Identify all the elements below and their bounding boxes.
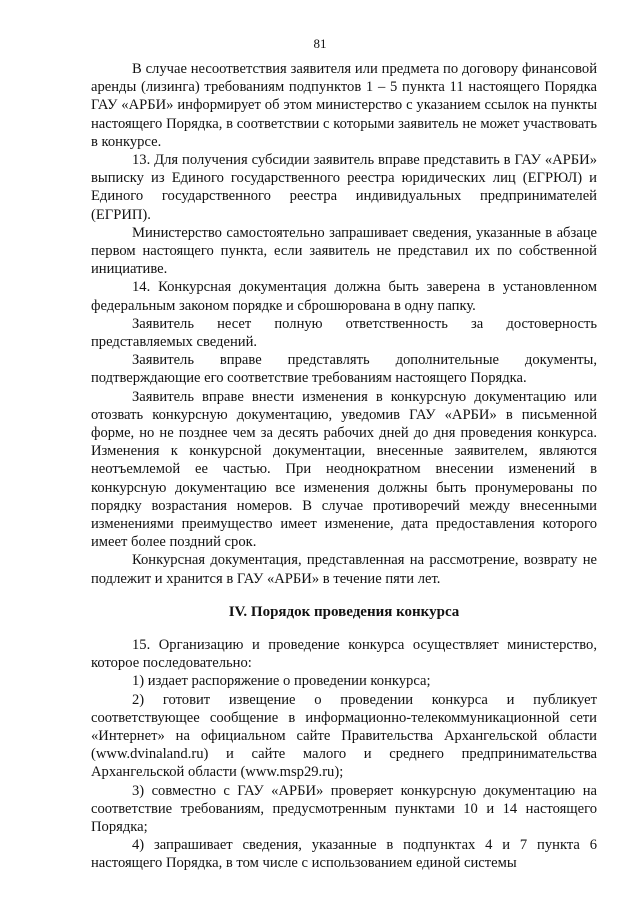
page-number: 81 (313, 36, 327, 51)
paragraph-responsibility: Заявитель несет полную ответственность за достоверность представляемых сведений. (91, 315, 597, 351)
spacer (91, 621, 597, 636)
paragraph-13: 13. Для получения субсидии заявитель вправе представить в ГАУ «АРБИ» выписку из Единого государственного реестра юридических лиц (ЕГРЮЛ) и Единого государственного реестра индивидуальных предпринимателей (ЕГРИП). (91, 152, 597, 223)
paragraph-ministry-request: Министерство самостоятельно запрашивает сведения, указанные в абзаце первом настоящего пункта, если заявитель не представил их по собственной инициативе. (91, 224, 597, 278)
paragraph-15: 15. Организацию и проведение конкурса осуществляет министерство, которое последовательно: (91, 636, 597, 672)
paragraph-additional-docs: Заявитель вправе представлять дополнительные документы, подтверждающие его соответствие требованиям настоящего Порядка. (91, 352, 597, 387)
paragraph-changes: Заявитель вправе внести изменения в конкурсную документацию или отозвать конкурсную документацию, уведомив ГАУ «АРБИ» в письменной форме, но не позднее чем за десять рабочих дней до дня проведения конкурса. Изменения к конкурсной документации, внесенные заявителем, являются неотъемлемой ее частью. При неоднократном внесении изменений в конкурсную документацию все изменения должны быть пронумерованы по порядку возрастания номеров. В случае противоречий между внесенными изменениями преимущество имеет изменение, дата предоставления которого имеет более поздний срок. (91, 388, 597, 551)
paragraph-inconsistency: В случае несоответствия заявителя или предмета по договору финансовой аренды (лизинга) требованиям подпунктов 1 – 5 пункта 11 настоящего Порядка ГАУ «АРБИ» информирует об этом министерство с указанием ссылок на пункты настоящего Порядка, в соответствии с которыми заявитель не может участвовать в конкурсе. (91, 61, 597, 150)
paragraph-14: 14. Конкурсная документация должна быть заверена в установленном федеральным законом порядке и сброшюрована в одну папку. (91, 279, 597, 314)
list-item-2: 2) готовит извещение о проведении конкурса и публикует соответствующее сообщение в информационно-телекоммуникационной сети «Интернет» на официальном сайте Правительства Архангельской области (www.dvinaland.ru) и сайте малого и среднего предпринимательства Архангельской области (www.msp29.ru); (91, 691, 597, 781)
section-heading: IV. Порядок проведения конкурса (228, 603, 460, 620)
list-item-4: 4) запрашивает сведения, указанные в подпунктах 4 и 7 пункта 6 настоящего Порядка, в том числе с использованием единой системы (91, 837, 597, 872)
list-item-1: 1) издает распоряжение о проведении конкурса; (132, 673, 431, 690)
spacer (91, 588, 597, 603)
list-item-3: 3) совместно с ГАУ «АРБИ» проверяет конкурсную документацию на соответствие требованиям, предусмотренным пунктами 10 и 14 настоящего Порядка; (91, 782, 597, 835)
document-body (91, 60, 597, 873)
paragraph-no-return: Конкурсная документация, представленная на рассмотрение, возврату не подлежит и хранится в ГАУ «АРБИ» в течение пяти лет. (91, 552, 597, 587)
